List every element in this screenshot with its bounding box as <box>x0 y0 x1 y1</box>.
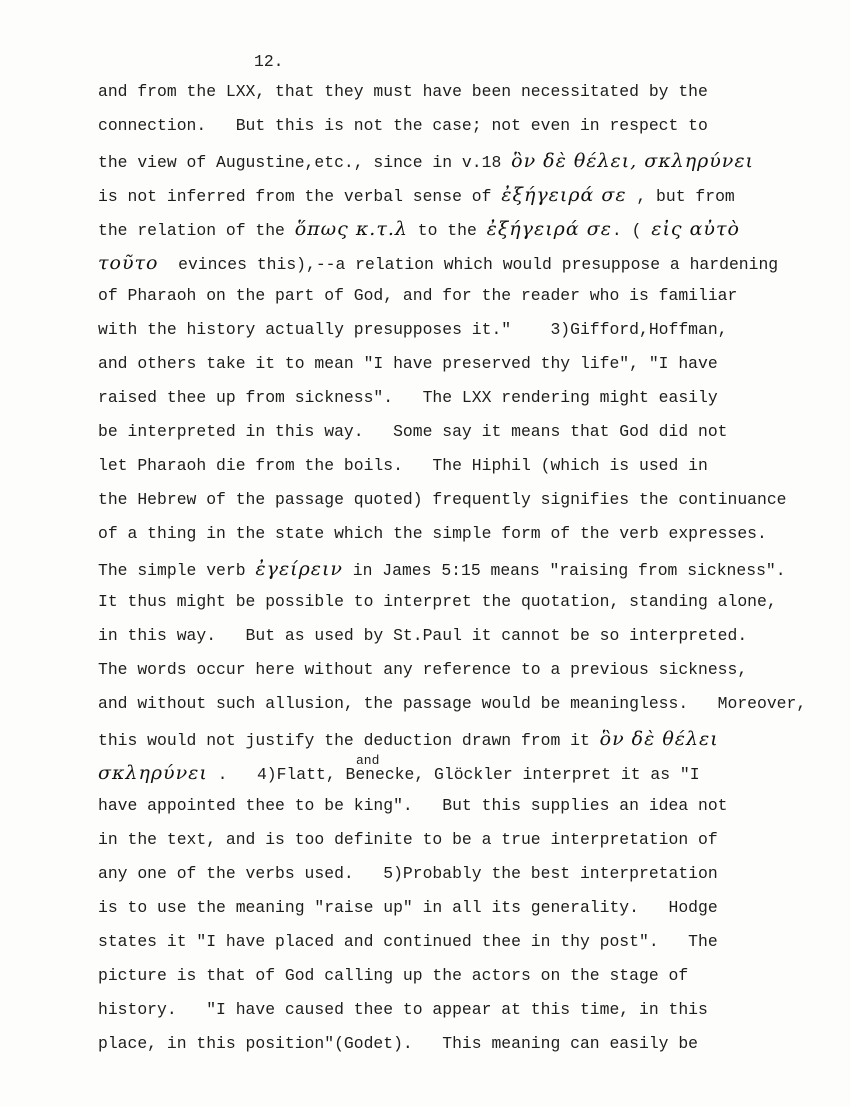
text-line <box>98 592 806 626</box>
text-line <box>98 320 806 354</box>
handwritten-greek: ἐγείρειν <box>255 558 343 580</box>
typed-text: It thus might be possible to interpret the quotation, standing alone, <box>98 592 777 611</box>
handwritten-greek: ὃν δὲ θέλει, σκληρύνει <box>511 150 754 172</box>
document-body <box>98 82 806 1068</box>
typed-text: to the <box>407 221 487 240</box>
text-line <box>98 524 806 558</box>
handwritten-greek: ἐξήγειρά σε <box>486 218 612 240</box>
typed-text: place, in this position"(Godet). This meaning can easily be <box>98 1034 698 1053</box>
handwritten-greek: ὅπως κ.τ.λ <box>294 218 408 240</box>
text-line <box>98 753 806 796</box>
text-line <box>98 490 806 524</box>
text-line <box>98 626 806 660</box>
typed-text: in this way. But as used by St.Paul it cannot be so interpreted. <box>98 626 748 645</box>
text-line <box>98 354 806 388</box>
typed-text: . 4)Flatt, Benecke, <box>207 765 425 784</box>
typed-text: be interpreted in this way. Some say it means that God did not <box>98 422 728 441</box>
typed-text: this would not justify the deduction drawn from it <box>98 731 600 750</box>
typed-text: let Pharaoh die from the boils. The Hiphil (which is used in <box>98 456 708 475</box>
handwritten-greek: ἐξήγειρά σε <box>501 184 627 206</box>
text-line <box>98 796 806 830</box>
typed-text: and without such allusion, the passage would be meaningless. Moreover, <box>98 694 807 713</box>
typed-text: in the text, and is too definite to be a true interpretation of <box>98 830 718 849</box>
typed-text: and from the LXX, that they must have been necessitated by the <box>98 82 708 101</box>
typed-text: the Hebrew of the passage quoted) frequently signifies the continuance <box>98 490 787 509</box>
typed-text: with the history actually presupposes it." 3)Gifford,Hoffman, <box>98 320 728 339</box>
typed-text: in James 5:15 means "raising from sickness". <box>342 561 786 580</box>
typed-text: have appointed thee to be king". But this supplies an idea not <box>98 796 728 815</box>
handwritten-greek: σκληρύνει <box>98 762 208 784</box>
text-line <box>98 218 806 252</box>
text-line <box>98 966 806 1000</box>
text-line <box>98 864 806 898</box>
typed-text: states it "I have placed and continued thee in thy post". The <box>98 932 718 951</box>
text-line <box>98 252 806 286</box>
text-line <box>98 82 806 116</box>
typed-text: , but from <box>626 187 735 206</box>
typed-text: the relation of the <box>98 221 295 240</box>
typed-text: history. "I have caused thee to appear at this time, in this <box>98 1000 708 1019</box>
text-line <box>98 184 806 218</box>
text-line <box>98 830 806 864</box>
typed-text: and others take it to mean "I have preserved thy life", "I have <box>98 354 718 373</box>
text-line <box>98 1034 806 1068</box>
typed-text: any one of the verbs used. 5)Probably the best interpretation <box>98 864 718 883</box>
handwritten-greek: εἰς αὐτὸ <box>651 218 740 240</box>
typed-text: Glöckler interpret it as "I <box>424 765 700 784</box>
text-line <box>98 456 806 490</box>
typed-text: The simple verb <box>98 561 256 580</box>
text-line <box>98 286 806 320</box>
page-number: 12. <box>254 52 284 71</box>
text-line <box>98 898 806 932</box>
typed-text: is to use the meaning "raise up" in all its generality. Hodge <box>98 898 718 917</box>
typed-text: of Pharaoh on the part of God, and for the reader who is familiar <box>98 286 738 305</box>
typed-text: evinces this),--a relation which would presuppose a hardening <box>158 255 779 274</box>
text-line <box>98 116 806 150</box>
text-line <box>98 1000 806 1034</box>
handwritten-insertion: and <box>356 753 380 768</box>
text-line <box>98 388 806 422</box>
text-line <box>98 422 806 456</box>
handwritten-greek: ὃν δὲ θέλει <box>599 728 719 750</box>
typed-text: raised thee up from sickness". The LXX rendering might easily <box>98 388 718 407</box>
typed-text: the view of Augustine,etc., since in v.18 <box>98 153 512 172</box>
text-line <box>98 694 806 728</box>
typed-text: of a thing in the state which the simple form of the verb expresses. <box>98 524 767 543</box>
text-line <box>98 932 806 966</box>
text-line <box>98 728 806 762</box>
text-line <box>98 660 806 694</box>
typed-text: picture is that of God calling up the actors on the stage of <box>98 966 689 985</box>
typed-text: connection. But this is not the case; not even in respect to <box>98 116 708 135</box>
handwritten-greek: τοῦτο <box>98 252 159 274</box>
text-line <box>98 150 806 184</box>
typed-text: is not inferred from the verbal sense of <box>98 187 502 206</box>
typed-text: The words occur here without any reference to a previous sickness, <box>98 660 748 679</box>
text-line <box>98 558 806 592</box>
typed-text: . ( <box>611 221 652 240</box>
